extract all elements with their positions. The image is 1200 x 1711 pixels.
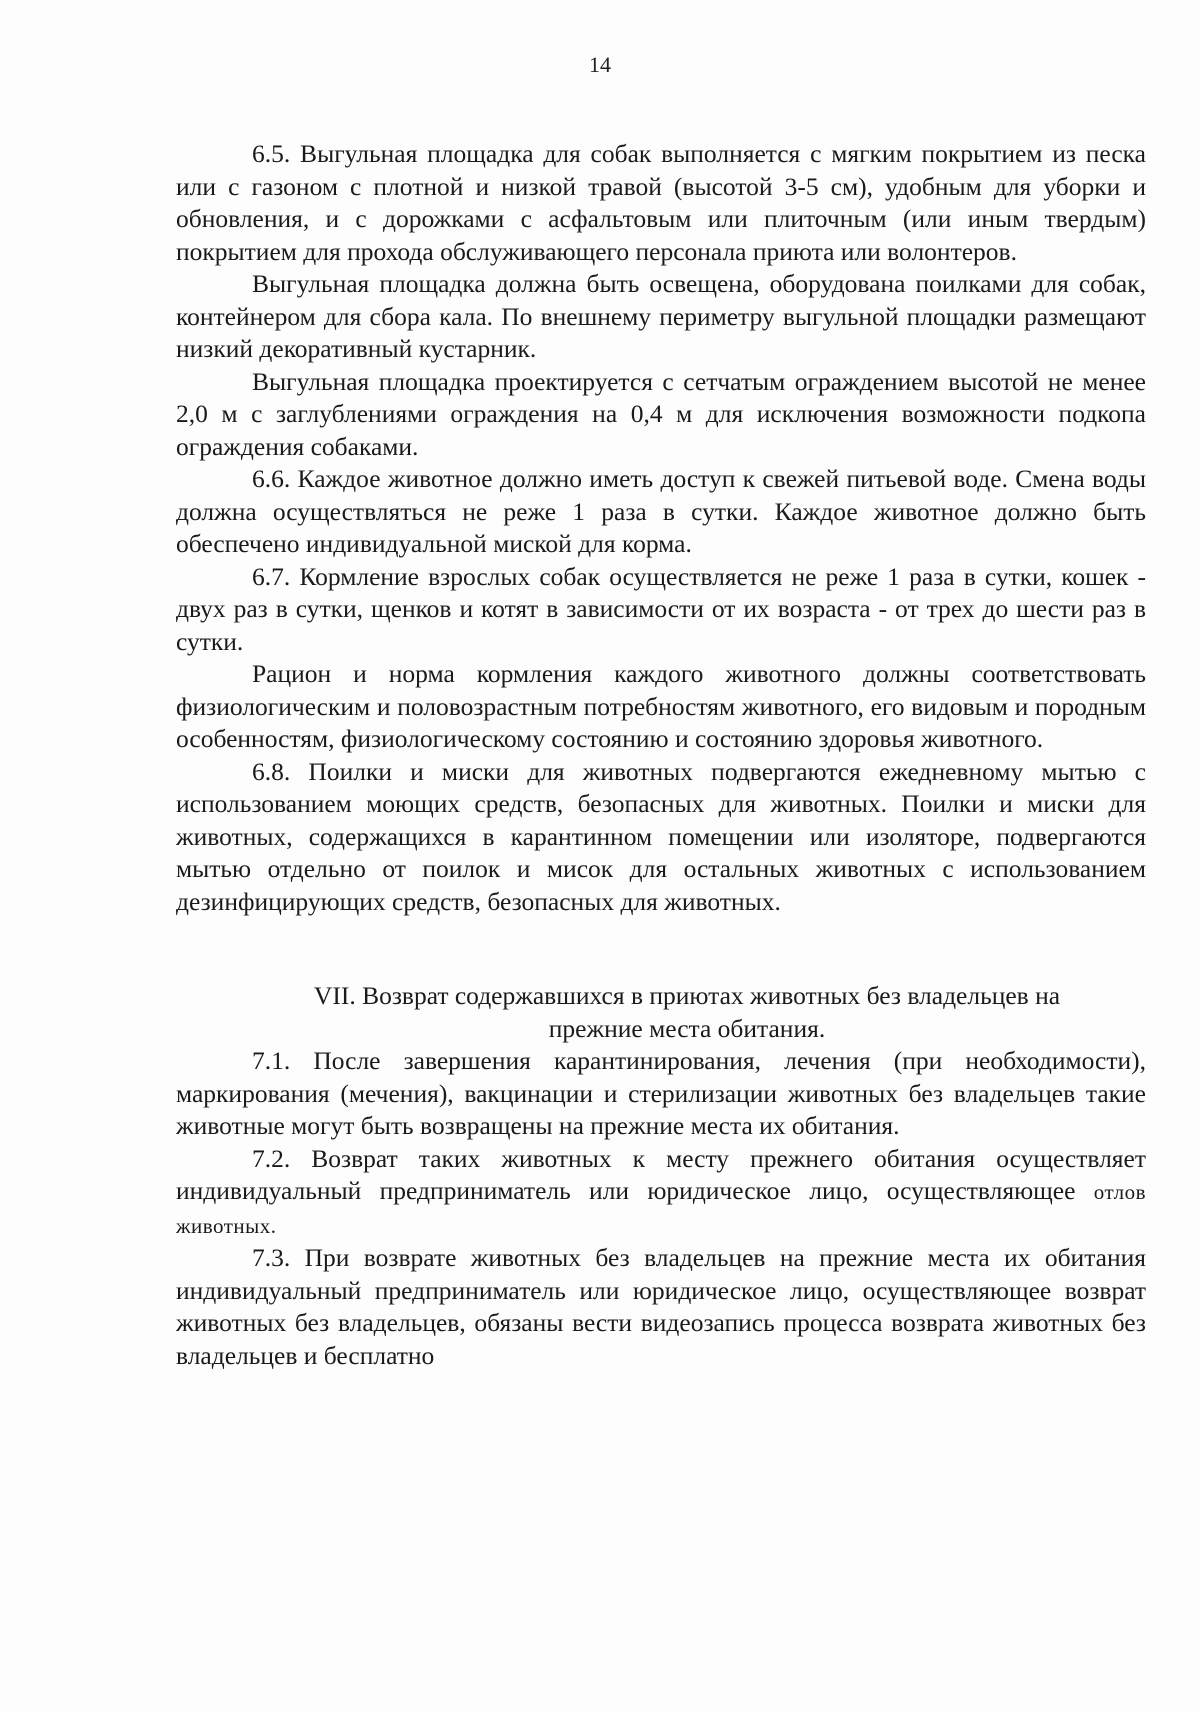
section-heading-line-1: VII. Возврат содержавшихся в приютах животных без владельцев на xyxy=(313,981,1061,1010)
paragraph-6-8: 6.8. Поилки и миски для животных подвергаются ежедневному мытью с использованием моющих средств, безопасных для животных. Поилки и миски для животных, содержащихся в карантинном помещении или изоляторе, подвергаются мытью отдельно от поилок и мисок для остальных животных с использованием дезинфицирующих средств, безопасных для животных. xyxy=(176,756,1146,916)
paragraph-7-3: 7.3. При возврате животных без владельцев на прежние места их обитания индивидуальный предприниматель или юридическое лицо, осуществляющее возврат животных без владельцев, обязаны вести видеозапись процесса возврата животных без владельцев и бесплатно xyxy=(176,1243,1146,1370)
paragraph-6-6: 6.6. Каждое животное должно иметь доступ к свежей питьевой воде. Смена воды должна осуществляться не реже 1 раза в сутки. Каждое животное должно быть обеспечено индивидуальной миской для корма. xyxy=(176,464,1146,558)
paragraph-6-5: 6.5. Выгульная площадка для собак выполняется с мягким покрытием из песка или с газоном с плотной и низкой травой (высотой 3-5 см), удобным для уборки и обновления, и с дорожками с асфальтовым или плиточным (или иным твердым) покрытием для прохода обслуживающего персонала приюта или волонтеров. xyxy=(176,139,1146,266)
document-body xyxy=(176,138,1146,1372)
paragraph-7-2-tail: отлов животных. xyxy=(176,1180,1146,1238)
paragraph-6-5-lighting: Выгульная площадка должна быть освещена, оборудована поилками для собак, контейнером для сбора кала. По внешнему периметру выгульной площадки размещают низкий декоративный кустарник. xyxy=(176,269,1146,363)
page-number: 14 xyxy=(589,52,611,77)
paragraph-7-2 xyxy=(176,1143,1146,1243)
paragraph-6-7: 6.7. Кормление взрослых собак осуществляется не реже 1 раза в сутки, кошек - двух раз в сутки, щенков и котят в зависимости от их возраста - от трех до шести раз в сутки. xyxy=(176,561,1146,656)
paragraph-7-1: 7.1. После завершения карантинирования, лечения (при необходимости), маркирования (мечения), вакцинации и стерилизации животных без владельцев такие животные могут быть возвращены на прежние места их обитания. xyxy=(176,1046,1146,1140)
paragraph-6-5-fence: Выгульная площадка проектируется с сетчатым ограждением высотой не менее 2,0 м с заглублениями ограждения на 0,4 м для исключения возможности подкопа ограждения собаками. xyxy=(176,366,1146,461)
paragraph-6-7-ration: Рацион и норма кормления каждого животного должны соответствовать физиологическим и половозрастным потребностям животного, его видовым и породным особенностям, физиологическому состоянию и состоянию здоровья животного. xyxy=(176,659,1146,753)
section-heading-vii xyxy=(176,980,1146,1045)
paragraph-7-2-text: 7.2. Возврат таких животных к месту прежнего обитания осуществляет индивидуальный предприниматель или юридическое лицо, осуществляющее xyxy=(176,1143,1146,1205)
section-heading-line-2: прежние места обитания. xyxy=(548,1013,826,1043)
